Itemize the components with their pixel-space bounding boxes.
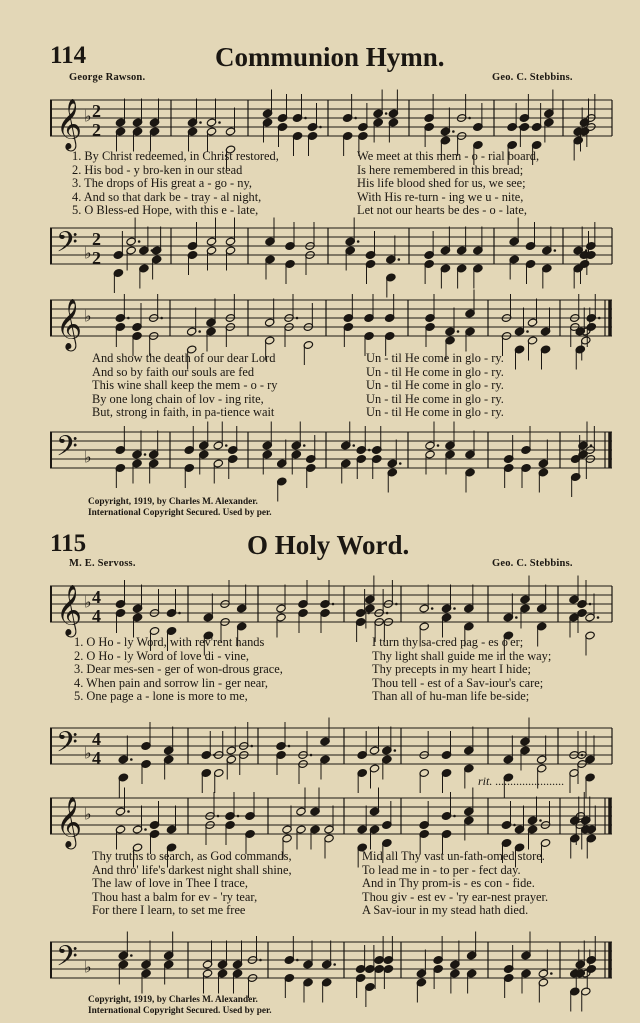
copyright-line: International Copyright Secured. Used by per. — [88, 507, 272, 518]
time-signature: 2 — [92, 248, 101, 268]
treble-clef-icon: 𝄞 — [56, 298, 83, 350]
flat-icon: ♭ — [84, 957, 92, 977]
treble-clef-icon: 𝄞 — [56, 98, 83, 150]
bass-staff — [48, 726, 614, 771]
bass-clef-icon: 𝄢 — [56, 725, 78, 766]
treble-staff — [48, 98, 614, 150]
lyric-line: Mid all Thy vast un-fath-omed store. — [362, 849, 545, 863]
copyright-line: International Copyright Secured. Used by per. — [88, 1005, 272, 1016]
lyric-line: We meet at this mem - o - rial board, — [357, 149, 540, 163]
bass-clef-icon: 𝄢 — [56, 939, 78, 980]
flat-icon: ♭ — [84, 306, 92, 326]
flat-icon: ♭ — [84, 106, 92, 126]
lyric-line: Thou giv - est ev - 'ry ear-nest prayer. — [362, 889, 549, 904]
verse-block-left — [74, 636, 283, 704]
verse-block-right — [366, 352, 504, 420]
lyric-line: His life blood shed for us, we see; — [357, 176, 526, 190]
copyright-line: Copyright, 1919, by Charles M. Alexander. — [88, 497, 258, 507]
lyricist-credit: George Rawson. — [69, 72, 146, 83]
bass-staff — [48, 226, 614, 271]
lyric-line: Un - til He come in glo - ry. — [366, 378, 504, 392]
verse-block-right — [372, 636, 551, 704]
lyric-line: 5. One page a - lone is more to me, — [74, 689, 248, 703]
lyric-line: Thou tell - est of a Sav-iour's care; — [372, 675, 544, 690]
lyric-line: 5. O Bless-ed Hope, with this e - late, — [72, 203, 259, 217]
lyric-line: 3. Dear mes-sen - ger of won-drous grace, — [74, 662, 283, 676]
bass-clef-icon: 𝄢 — [56, 429, 78, 470]
lyric-line: Thy precepts in my heart I hide; — [372, 662, 531, 676]
lyric-line: Thy light shall guide me in the way; — [372, 648, 552, 663]
lyric-line: And so by faith our souls are fed — [92, 364, 255, 379]
treble-staff — [48, 298, 614, 350]
lyric-line: 2. His bod - y bro-ken in our stead — [72, 162, 243, 177]
lyric-line: But, strong in faith, in pa-tience wait — [92, 405, 275, 419]
lyricist-credit: M. E. Servoss. — [69, 558, 136, 569]
lyric-line: Un - til He come in glo - ry. — [366, 351, 504, 365]
time-signature: 4 — [92, 729, 101, 749]
hymn-title: Communion Hymn. — [215, 42, 445, 72]
verse-block-right — [362, 850, 548, 918]
lyric-line: Thy truths to search, as God commands, — [92, 849, 292, 863]
lyric-line: To lead me in - to per - fect day. — [362, 862, 521, 877]
lyric-line: This wine shall keep the mem - o - ry — [92, 378, 278, 392]
time-signature: 4 — [92, 587, 101, 607]
hymn-title: O Holy Word. — [247, 530, 410, 560]
lyric-line: Than all of hu-man life be-side; — [372, 689, 530, 703]
copyright-line: Copyright, 1919, by Charles M. Alexander. — [88, 995, 258, 1005]
lyric-line: 3. The drops of His great a - go - ny, — [72, 176, 252, 190]
lyric-line: 1. O Ho - ly Word, with rev'rent hands — [74, 635, 265, 649]
verse-block-left — [92, 352, 277, 420]
rit-label: rit. — [478, 774, 493, 788]
lyric-line: A Sav-iour in my stead hath died. — [362, 903, 529, 917]
treble-clef-icon: 𝄞 — [56, 584, 83, 636]
bass-staff — [48, 430, 614, 475]
time-signature: 2 — [92, 101, 101, 121]
lyric-line: 4. And so that dark be - tray - al night, — [72, 189, 262, 204]
hymn-number: 114 — [50, 42, 87, 69]
lyric-line: And show the death of our dear Lord — [92, 351, 276, 365]
composer-credit: Geo. C. Stebbins. — [492, 72, 573, 83]
composer-credit: Geo. C. Stebbins. — [492, 558, 573, 569]
lyric-line: Un - til He come in glo - ry. — [366, 405, 504, 419]
verse-block-left — [92, 850, 292, 918]
time-signature: 4 — [92, 606, 101, 626]
lyric-line: Un - til He come in glo - ry. — [366, 364, 504, 379]
lyric-line: And thro' life's darkest night shall shine, — [92, 862, 292, 877]
time-signature: 2 — [92, 120, 101, 140]
flat-icon: ♭ — [84, 592, 92, 612]
lyric-line: With His re-turn - ing we u - nite, — [357, 189, 524, 204]
lyric-line: Let not our hearts be des - o - late, — [357, 203, 527, 217]
lyric-line: 2. O Ho - ly Word of love di - vine, — [74, 648, 249, 663]
lyric-line: 4. When pain and sorrow lin - ger near, — [74, 675, 269, 690]
lyric-line: Is here remembered in this bread; — [357, 162, 524, 177]
lyric-line: Thou hast a balm for ev - 'ry tear, — [92, 889, 258, 904]
treble-staff — [48, 796, 614, 848]
treble-staff — [48, 584, 614, 636]
time-signature: 2 — [92, 229, 101, 249]
time-signature: 4 — [92, 748, 101, 768]
lyric-line: 1. By Christ redeemed, in Christ restored, — [72, 149, 279, 163]
lyric-line: I turn thy sa-cred pag - es o'er; — [372, 635, 524, 649]
treble-clef-icon: 𝄞 — [56, 796, 83, 848]
flat-icon: ♭ — [84, 743, 92, 763]
flat-icon: ♭ — [84, 243, 92, 263]
copyright-notice — [88, 497, 272, 518]
copyright-notice — [88, 995, 272, 1016]
lyric-line: Un - til He come in glo - ry. — [366, 391, 504, 406]
bass-clef-icon: 𝄢 — [56, 225, 78, 266]
lyric-line: And in Thy prom-is - es con - fide. — [362, 876, 535, 890]
verse-block-right — [357, 150, 539, 218]
hymn-number: 115 — [50, 530, 87, 557]
lyric-line: The law of love in Thee I trace, — [92, 876, 248, 890]
flat-icon: ♭ — [84, 804, 92, 824]
flat-icon: ♭ — [84, 447, 92, 467]
bass-staff — [48, 940, 614, 985]
tempo-marking: rit. ....................... — [478, 774, 565, 788]
lyric-line: For there I learn, to set me free — [92, 903, 246, 917]
verse-block-left — [72, 150, 279, 218]
lyric-line: By one long chain of lov - ing rite, — [92, 391, 264, 406]
